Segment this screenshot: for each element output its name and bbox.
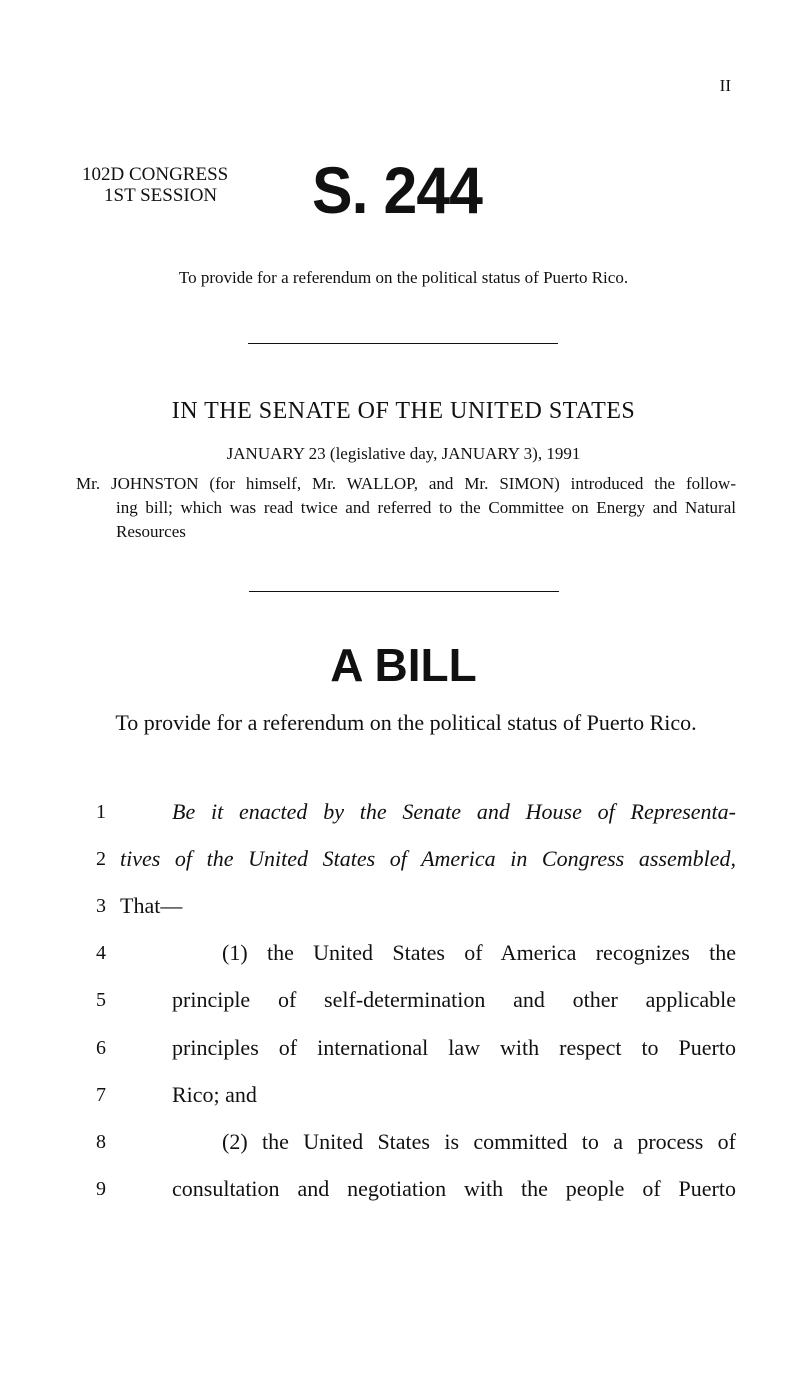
short-title: To provide for a referendum on the political status of Puerto Rico.: [178, 268, 629, 287]
line-text: That—: [120, 893, 183, 918]
bill-line: [0, 1033, 807, 1063]
congress-session-block: [82, 164, 228, 206]
long-title: To provide for a referendum on the political status of Puerto Rico.: [115, 710, 697, 735]
line-number: 8: [96, 1131, 106, 1153]
line-number: 6: [96, 1037, 106, 1059]
sponsor-statement-first-line: Mr. JOHNSTON (for himself, Mr. WALLOP, and Mr. SIMON) introduced the follow-: [76, 474, 736, 493]
bill-line: [0, 844, 807, 874]
version-mark: II: [719, 76, 731, 95]
line-text: (1) the United States of America recognizes the: [222, 940, 736, 965]
line-number: 7: [96, 1084, 106, 1106]
line-text: consultation and negotiation with the people of Puerto: [172, 1176, 736, 1201]
line-number: 9: [96, 1178, 106, 1200]
line-text: Be it enacted by the Senate and House of Representa-: [172, 799, 736, 824]
line-number: 5: [96, 989, 106, 1011]
line-text: tives of the United States of America in Congress assembled,: [120, 846, 736, 871]
session-number: 1ST SESSION: [104, 185, 218, 206]
bill-line: [0, 797, 807, 827]
line-number: 3: [96, 895, 106, 917]
line-number: 2: [96, 848, 106, 870]
line-text: (2) the United States is committed to a process of: [222, 1129, 736, 1154]
bill-line: [0, 1080, 807, 1110]
divider-rule: [248, 343, 558, 344]
bill-line: [0, 1127, 807, 1157]
line-text: principles of international law with respect to Puerto: [172, 1035, 736, 1060]
bill-heading: A BILL: [330, 639, 477, 691]
bill-number: S. 244: [312, 153, 483, 227]
congress-number: 102D CONGRESS: [82, 164, 229, 185]
senate-heading: IN THE SENATE OF THE UNITED STATES: [171, 398, 636, 424]
introduction-date: JANUARY 23 (legislative day, JANUARY 3), 1991: [226, 444, 581, 463]
bill-line: [0, 985, 807, 1015]
bill-line: [0, 891, 807, 921]
bill-line: [0, 938, 807, 968]
line-text: principle of self-determination and other applicable: [172, 987, 736, 1012]
line-number: 1: [96, 801, 106, 823]
sponsor-statement: [76, 472, 736, 544]
bill-line: [0, 1174, 807, 1204]
line-text: Rico; and: [172, 1082, 257, 1107]
sponsor-statement-continuation: ing bill; which was read twice and referred to the Committee on Energy and Natural Resources: [116, 498, 736, 541]
line-number: 4: [96, 942, 106, 964]
divider-rule: [249, 591, 559, 592]
